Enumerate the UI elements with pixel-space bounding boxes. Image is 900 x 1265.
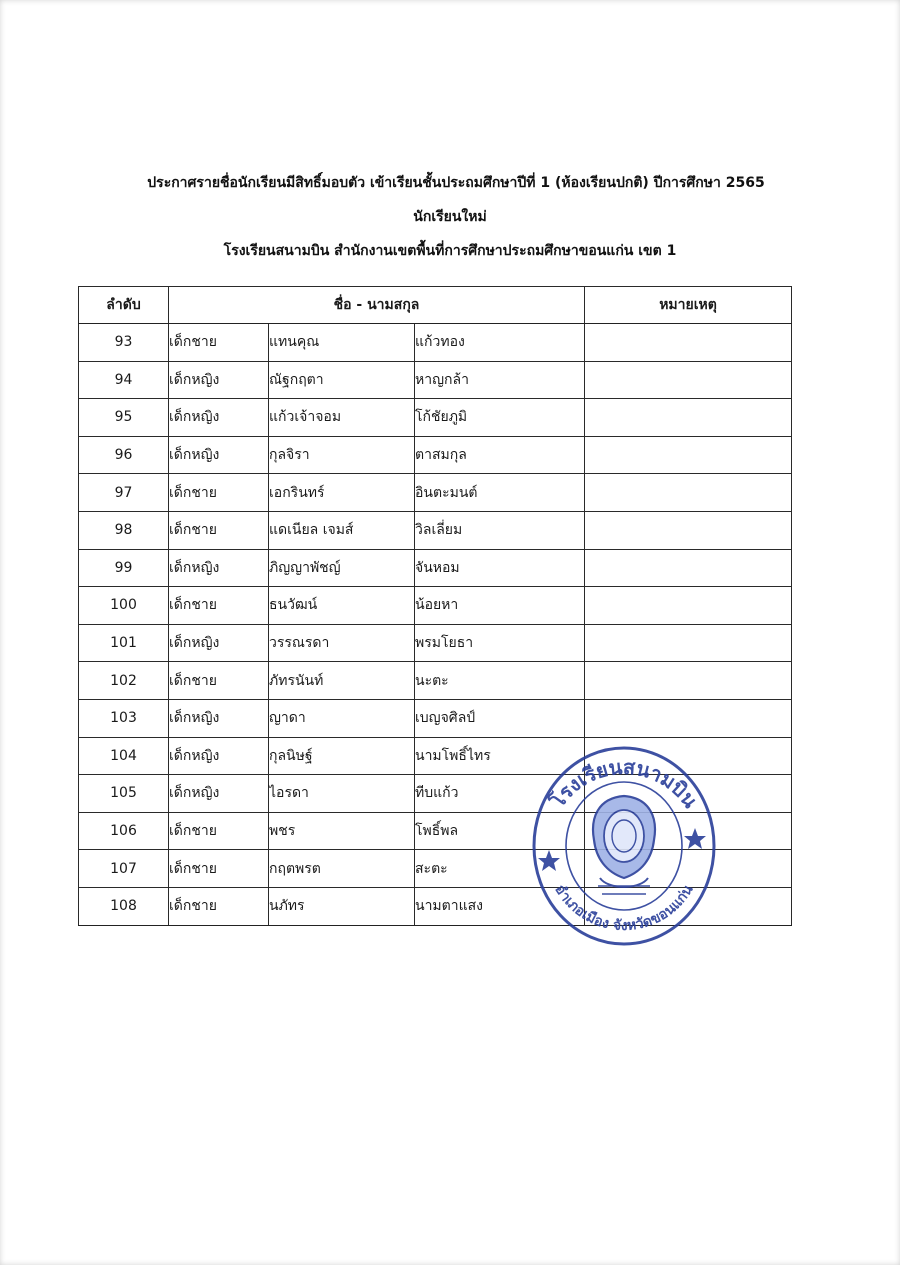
- row-last-name: ทีบแก้ว: [415, 775, 585, 813]
- table-row: [79, 399, 792, 437]
- table-row: [79, 737, 792, 775]
- row-note: [585, 436, 792, 474]
- table-header-row: [79, 287, 792, 324]
- row-first-name: ภัทรนันท์: [269, 662, 415, 700]
- row-last-name: น้อยหา: [415, 587, 585, 625]
- row-number: 104: [79, 737, 169, 775]
- row-note: [585, 361, 792, 399]
- row-first-name: ธนวัฒน์: [269, 587, 415, 625]
- row-note: [585, 850, 792, 888]
- row-first-name: เอกรินทร์: [269, 474, 415, 512]
- row-number: 100: [79, 587, 169, 625]
- row-last-name: วิลเลี่ยม: [415, 511, 585, 549]
- row-prefix: เด็กชาย: [169, 812, 269, 850]
- row-first-name: แดเนียล เจมส์: [269, 511, 415, 549]
- row-number: 93: [79, 324, 169, 362]
- row-first-name: แก้วเจ้าจอม: [269, 399, 415, 437]
- row-number: 108: [79, 887, 169, 925]
- row-number: 94: [79, 361, 169, 399]
- row-last-name: โพธิ์พล: [415, 812, 585, 850]
- row-prefix: เด็กชาย: [169, 324, 269, 362]
- row-note: [585, 324, 792, 362]
- row-number: 97: [79, 474, 169, 512]
- row-last-name: อินตะมนต์: [415, 474, 585, 512]
- row-prefix: เด็กชาย: [169, 587, 269, 625]
- row-prefix: เด็กชาย: [169, 511, 269, 549]
- row-prefix: เด็กชาย: [169, 887, 269, 925]
- row-number: 105: [79, 775, 169, 813]
- row-number: 98: [79, 511, 169, 549]
- row-last-name: สะตะ: [415, 850, 585, 888]
- row-number: 106: [79, 812, 169, 850]
- announcement-subtitle: นักเรียนใหม่: [413, 209, 487, 225]
- row-prefix: เด็กหญิง: [169, 699, 269, 737]
- table-row: [79, 474, 792, 512]
- row-first-name: ไอรดา: [269, 775, 415, 813]
- row-prefix: เด็กหญิง: [169, 436, 269, 474]
- row-first-name: แทนคุณ: [269, 324, 415, 362]
- table-row: [79, 775, 792, 813]
- row-number: 107: [79, 850, 169, 888]
- row-prefix: เด็กหญิง: [169, 549, 269, 587]
- row-note: [585, 699, 792, 737]
- table-row: [79, 887, 792, 925]
- table-row: [79, 850, 792, 888]
- row-number: 103: [79, 699, 169, 737]
- row-prefix: เด็กหญิง: [169, 737, 269, 775]
- row-last-name: โก้ชัยภูมิ: [415, 399, 585, 437]
- row-first-name: พชร: [269, 812, 415, 850]
- row-note: [585, 587, 792, 625]
- table-row: [79, 812, 792, 850]
- row-note: [585, 474, 792, 512]
- row-first-name: กฤตพรต: [269, 850, 415, 888]
- column-header-name: ชื่อ - นามสกุล: [169, 287, 585, 324]
- row-last-name: นามตาแสง: [415, 887, 585, 925]
- row-last-name: จันหอม: [415, 549, 585, 587]
- table-body: [79, 324, 792, 926]
- row-prefix: เด็กหญิง: [169, 775, 269, 813]
- row-last-name: นามโพธิ์ไทร: [415, 737, 585, 775]
- row-note: [585, 662, 792, 700]
- row-note: [585, 737, 792, 775]
- table-row: [79, 699, 792, 737]
- row-prefix: เด็กชาย: [169, 662, 269, 700]
- table-row: [79, 361, 792, 399]
- row-last-name: เบญจศิลป์: [415, 699, 585, 737]
- row-first-name: ภิญญาพัชญ์: [269, 549, 415, 587]
- row-last-name: ตาสมกุล: [415, 436, 585, 474]
- row-note: [585, 399, 792, 437]
- table-row: [79, 587, 792, 625]
- row-prefix: เด็กชาย: [169, 850, 269, 888]
- table-row: [79, 624, 792, 662]
- row-number: 102: [79, 662, 169, 700]
- student-table: [78, 286, 792, 926]
- row-prefix: เด็กหญิง: [169, 399, 269, 437]
- row-prefix: เด็กหญิง: [169, 361, 269, 399]
- table-row: [79, 662, 792, 700]
- row-note: [585, 812, 792, 850]
- announcement-title: ประกาศรายชื่อนักเรียนมีสิทธิ์มอบตัว เข้าเรียนชั้นประถมศึกษาปีที่ 1 (ห้องเรียนปกติ) ปีการศึกษา 2565: [147, 175, 765, 191]
- row-last-name: นะตะ: [415, 662, 585, 700]
- row-note: [585, 775, 792, 813]
- row-number: 95: [79, 399, 169, 437]
- row-number: 96: [79, 436, 169, 474]
- row-first-name: กุลจิรา: [269, 436, 415, 474]
- table-row: [79, 549, 792, 587]
- row-last-name: หาญกล้า: [415, 361, 585, 399]
- table-row: [79, 436, 792, 474]
- row-first-name: กุลนิษฐ์: [269, 737, 415, 775]
- row-prefix: เด็กหญิง: [169, 624, 269, 662]
- stamp-bottom-text: อำเภอเมือง จังหวัดขอนแก่น: [551, 882, 697, 935]
- row-first-name: ณัฐกฤตา: [269, 361, 415, 399]
- row-number: 101: [79, 624, 169, 662]
- school-name: โรงเรียนสนามบิน สำนักงานเขตพื้นที่การศึกษาประถมศึกษาขอนแก่น เขต 1: [223, 243, 677, 259]
- student-table-container: [78, 286, 792, 926]
- row-last-name: แก้วทอง: [415, 324, 585, 362]
- row-note: [585, 549, 792, 587]
- table-row: [79, 511, 792, 549]
- column-header-note: หมายเหตุ: [585, 287, 792, 324]
- row-first-name: ญาดา: [269, 699, 415, 737]
- row-note: [585, 887, 792, 925]
- announcement-header: [0, 166, 900, 268]
- row-first-name: นภัทร: [269, 887, 415, 925]
- row-number: 99: [79, 549, 169, 587]
- row-prefix: เด็กชาย: [169, 474, 269, 512]
- row-note: [585, 511, 792, 549]
- column-header-number: ลำดับ: [79, 287, 169, 324]
- stamp-top-text: โรงเรียนสนามบิน: [545, 754, 703, 813]
- row-note: [585, 624, 792, 662]
- row-last-name: พรมโยธา: [415, 624, 585, 662]
- row-first-name: วรรณรดา: [269, 624, 415, 662]
- table-row: [79, 324, 792, 362]
